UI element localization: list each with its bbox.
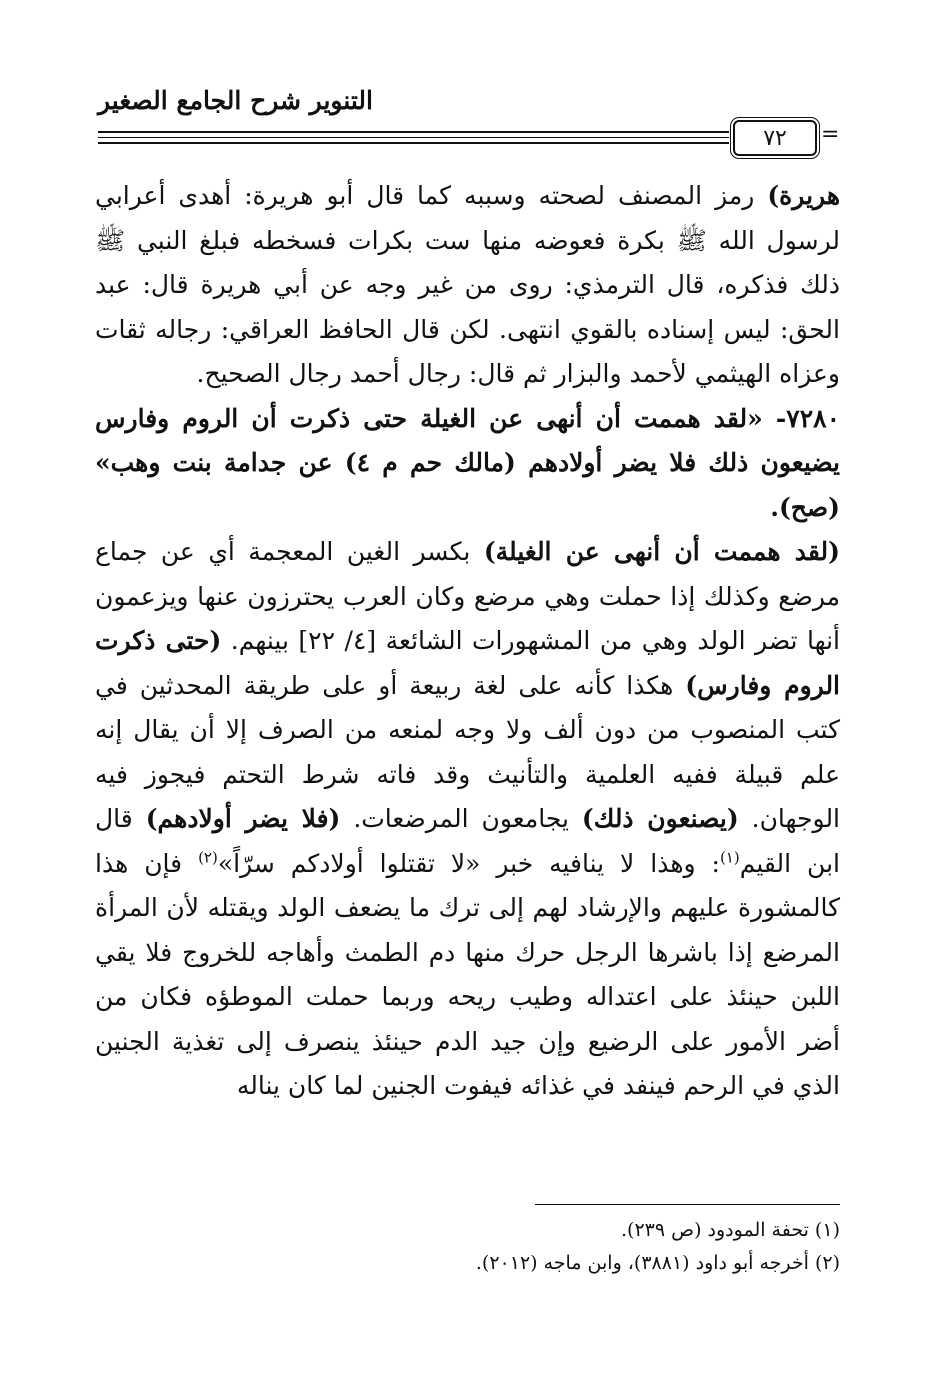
- text-run: فإن هذا كالمشورة عليهم والإرشاد لهم إلى ترك ما يضعف الولد ويقتله لأن المرأة المرضع إذا باشرها الرجل حرك منها دم الطمث وأهاجه للخروج فلا يقي اللبن حينئذ على اعتداله وطيب ريحه وربما حملت الموطؤه فكان من أضر الأمور على الرضيع وإن جيد الدم حينئذ ينصرف إلى تغذية الجنين الذي في الرحم فينفد في غذائه فيفوت الجنين لما كان يناله: [95, 848, 840, 1100]
- footnote: (٢) أخرجه أبو داود (٣٨٨١)، وابن ماجه (٢٠١٢).: [475, 1252, 840, 1274]
- header-rule: [98, 131, 729, 133]
- footnote-ref: (٢): [198, 848, 218, 867]
- page-number: ٧٢: [733, 120, 817, 156]
- page-number-mark: =: [821, 122, 840, 147]
- quoted-phrase: (فلا يضر أولادهم): [145, 804, 341, 833]
- header-rule: [98, 137, 729, 138]
- text-run: يجامعون المرضعات.: [340, 804, 582, 833]
- header-rule: [98, 142, 729, 144]
- commentary-paragraph: [95, 530, 840, 1109]
- text-run: : وهذا لا ينافيه خبر «لا تقتلوا أولادكم سرّاً»: [217, 848, 720, 878]
- footnote: (١) تحفة المودود (ص ٢٣٩).: [621, 1219, 840, 1241]
- hadith-text: ٧٢٨٠- «لقد هممت أن أنهى عن الغيلة حتى ذكرت أن الروم وفارس يضيعون ذلك فلا يضر أولادهم (مالك حم م ٤) عن جدامة بنت وهب» (صح).: [95, 403, 841, 522]
- quoted-phrase: (حتى ذكرت الروم وفارس): [95, 626, 841, 700]
- main-text: [95, 174, 840, 1109]
- text-run: رمز المصنف لصحته وسببه كما قال أبو هريرة: أهدى أعرابي لرسول الله ﷺ بكرة فعوضه منها ست بكرات فسخطه فبلغ النبي ﷺ ذلك فذكره، قال الترمذي: روى من غير وجه عن أبي هريرة قال: عبد الحق: ليس إسناده بالقوي انتهى. لكن قال الحافظ العراقي: رجاله ثقات وعزاه الهيثمي لأحمد والبزار ثم قال: رجال أحمد رجال الصحيح.: [95, 181, 840, 388]
- quoted-phrase: (لقد هممت أن أنهى عن الغيلة): [483, 537, 840, 566]
- text-run: قال ابن القيم: [95, 804, 840, 878]
- commentary-paragraph: [95, 174, 840, 397]
- quoted-phrase: (يصنعون ذلك): [581, 804, 739, 833]
- footnotes: [300, 1214, 840, 1280]
- quoted-phrase: هريرة): [767, 181, 840, 210]
- footnote-separator: [535, 1204, 840, 1205]
- page-title: التنوير شرح الجامع الصغير: [98, 86, 373, 115]
- text-run: هكذا كأنه على لغة ربيعة أو على طريقة المحدثين في كتب المنصوب من دون ألف ولا وجه لمنعه من الصرف إلا أن يقال إنه علم قبيلة ففيه العلمية والتأنيث وقد فاته شرط التحتم فيجوز فيه الوجهان.: [95, 670, 841, 833]
- footnote-ref: (١): [719, 848, 740, 867]
- text-run: بكسر الغين المعجمة أي عن جماع مرضع وكذلك إذا حملت وهي مرضع وكان العرب يحترزون عنها ويزعمون أنها تضر الولد وهي من المشهورات الشائعة [٤/ ٢٢] بينهم.: [95, 537, 840, 655]
